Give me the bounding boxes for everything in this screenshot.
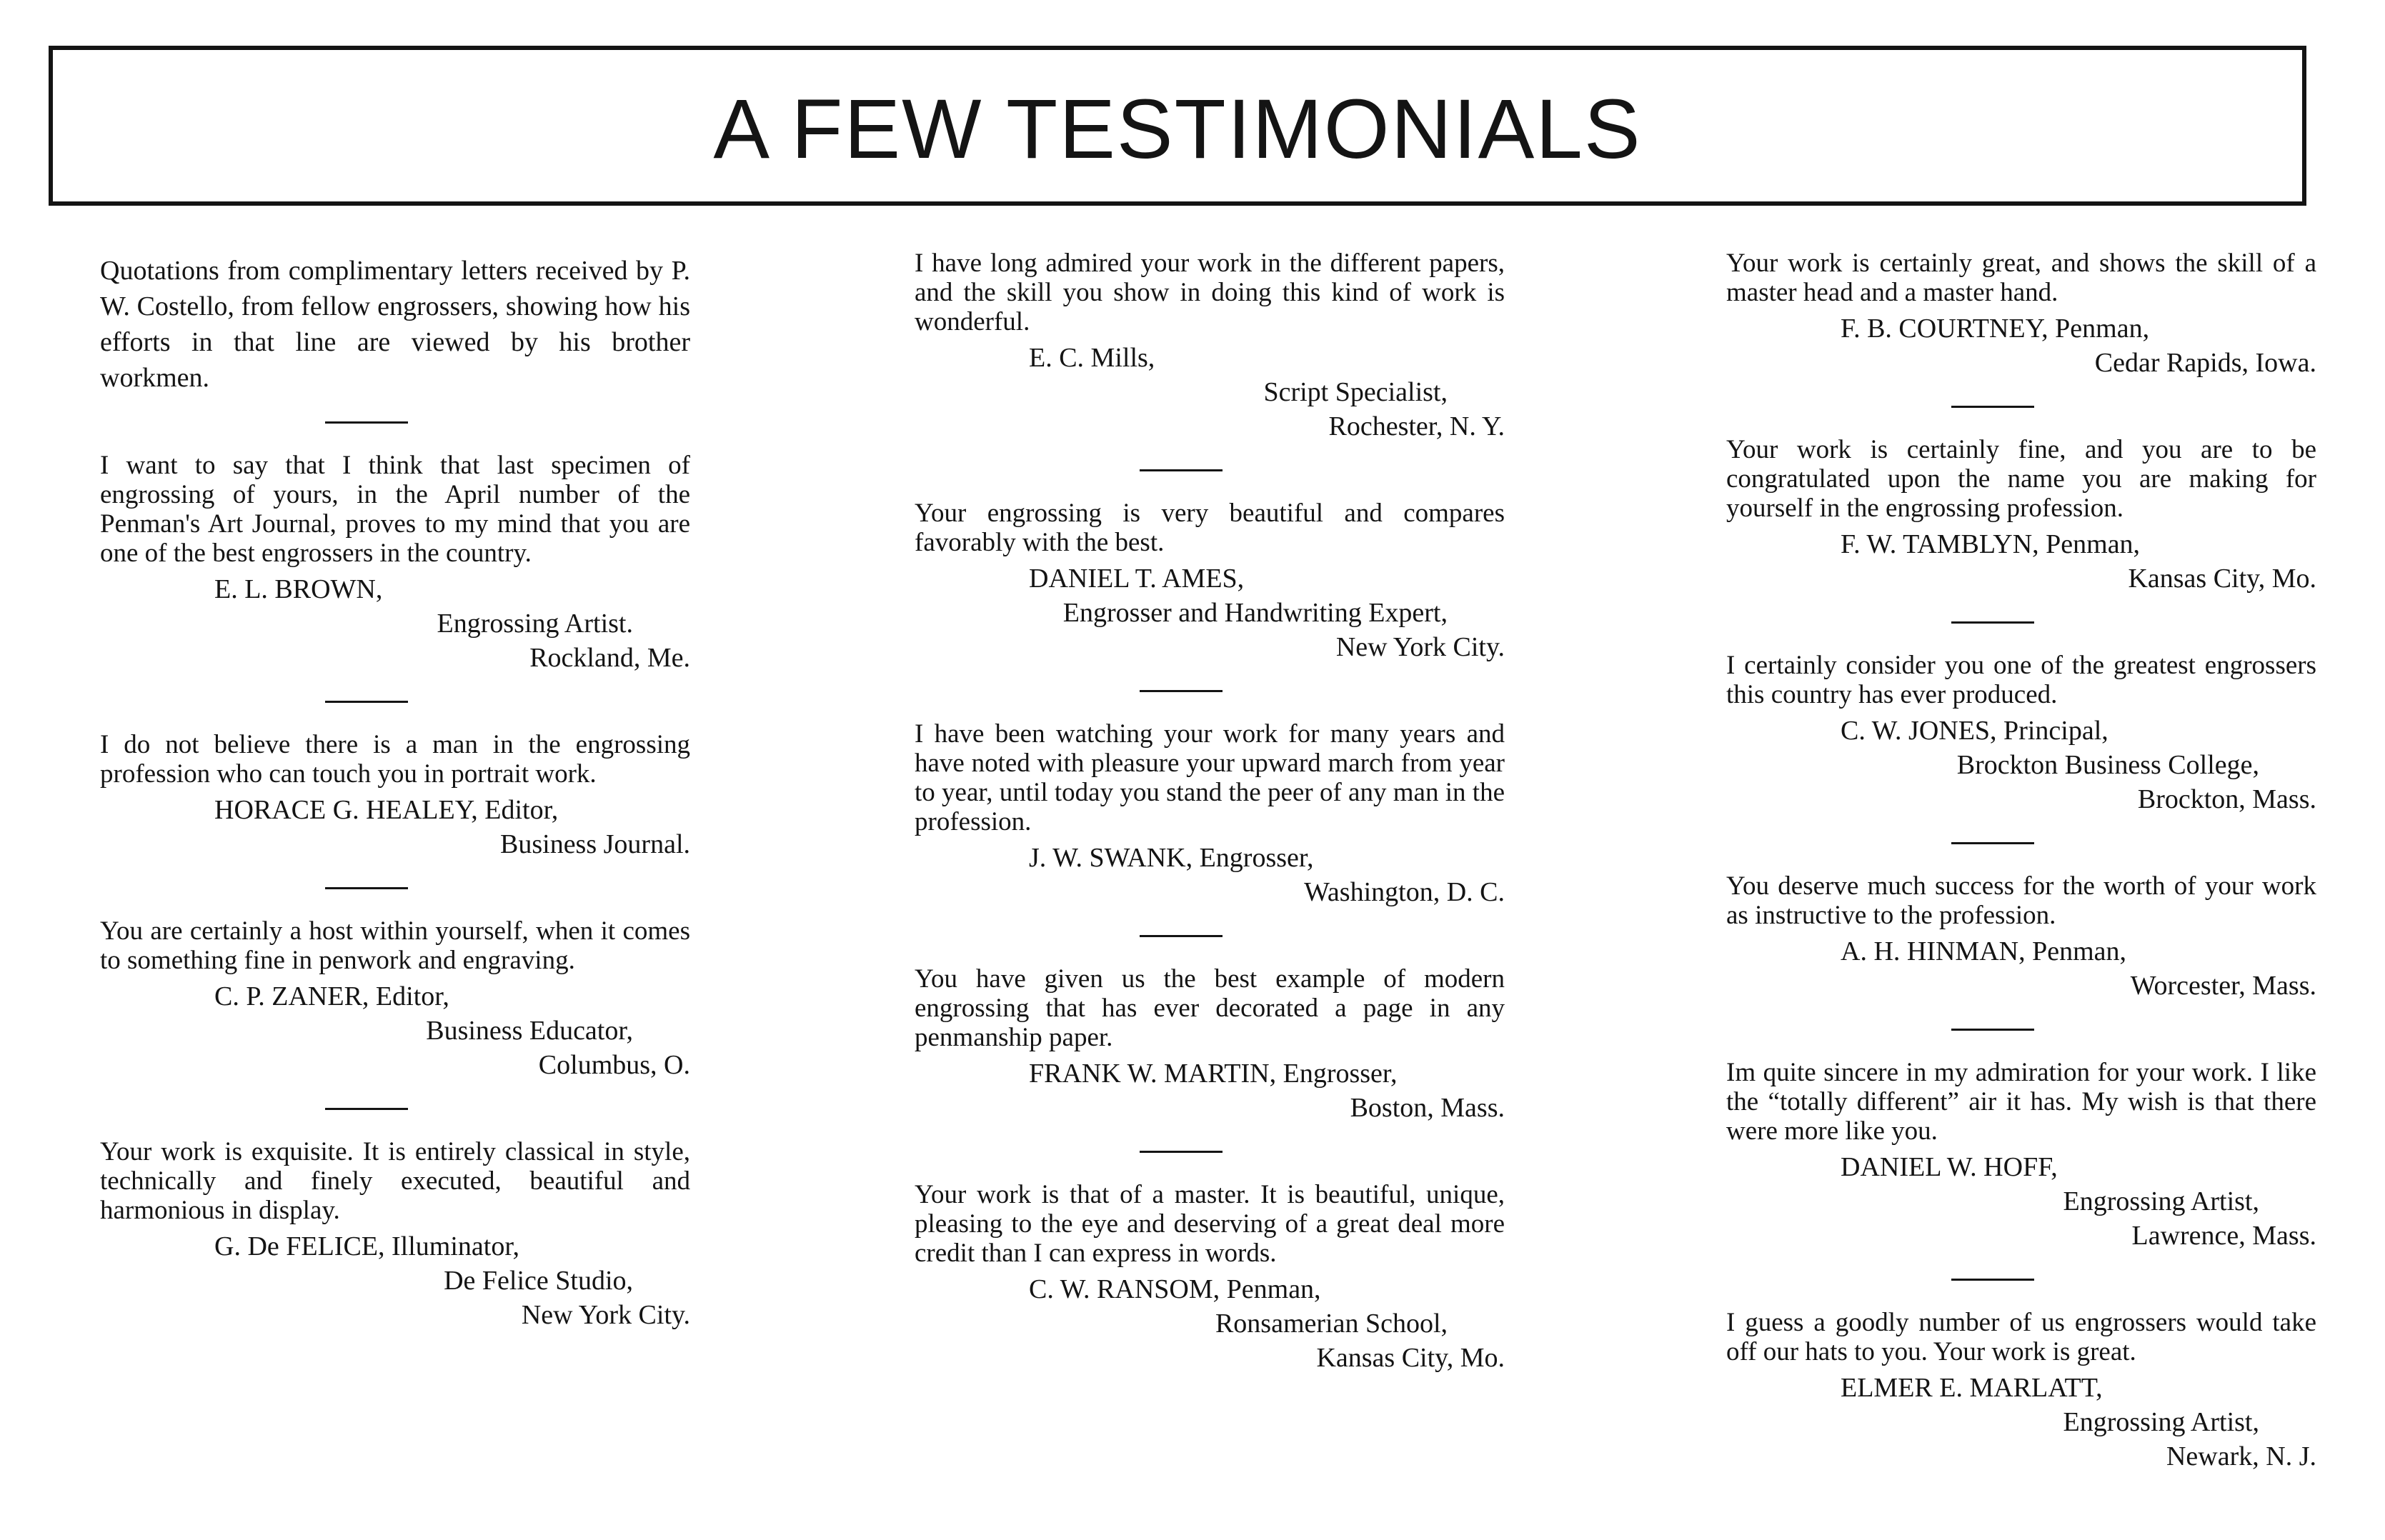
testimonial-quote [43, 730, 690, 789]
divider-rule [1140, 469, 1223, 471]
signatory-detail: Engrossing Artist. [437, 609, 633, 639]
quote-text: You deserve much success for the worth of your work as instructive to the profession. [1726, 871, 2316, 930]
quote-text: Your work is certainly great, and shows the skill of a master head and a master hand. [1726, 249, 2316, 307]
quote-text: Your work is certainly fine, and you are to be congratulated upon the name you are making for yourself in the engrossing profession. [1726, 435, 2316, 523]
divider-rule [325, 887, 408, 889]
divider-rule [1140, 690, 1223, 692]
signatory-name: C. W. JONES, Principal, [1841, 716, 2108, 746]
signatory-name: DANIEL T. AMES, [1029, 564, 1245, 594]
quote-text: I do not believe there is a man in the engrossing profession who can touch you in portrait work. [100, 730, 690, 789]
divider-rule [1951, 842, 2034, 844]
intro-paragraph [43, 253, 690, 396]
signatory-detail: Lawrence, Mass. [2131, 1221, 2316, 1251]
signatory-detail: Rochester, N. Y. [1328, 411, 1505, 441]
testimonial [857, 249, 1505, 444]
divider-rule [1951, 1279, 2034, 1281]
column-1 [43, 249, 690, 1332]
testimonial [43, 916, 690, 1082]
column-3 [1669, 249, 2316, 1474]
signatory-detail: Business Journal. [500, 829, 690, 859]
testimonial-quote [43, 451, 690, 568]
signatory-detail: Newark, N. J. [2166, 1441, 2316, 1471]
intro-text: Quotations from complimentary letters received by P. W. Costello, from fellow engrossers, showing how his efforts in that line are viewed by his brother workmen. [100, 256, 690, 393]
testimonial-quote [1669, 249, 2316, 307]
signatory-detail: Washington, D. C. [1304, 877, 1505, 907]
signatory-name: HORACE G. HEALEY, Editor, [214, 795, 559, 825]
signatory-name: E. L. BROWN, [214, 574, 383, 604]
signatory-name: G. De FELICE, Illuminator, [214, 1231, 519, 1261]
testimonial-quote [1669, 871, 2316, 930]
testimonial [1669, 871, 2316, 1003]
signatory-name: C. W. RANSOM, Penman, [1029, 1274, 1321, 1304]
signatory-detail: Business Educator, [426, 1016, 633, 1046]
signatory-detail: Boston, Mass. [1350, 1093, 1505, 1123]
quote-text: Your work is that of a master. It is beautiful, unique, pleasing to the eye and deserving of a great deal more credit than I can express in words. [915, 1180, 1505, 1268]
quote-text: I have long admired your work in the different papers, and the skill you show in doing this kind of work is wonderful. [915, 249, 1505, 336]
testimonial [857, 499, 1505, 664]
divider-rule [325, 701, 408, 703]
testimonial [43, 730, 690, 861]
signatory-detail: Kansas City, Mo. [2128, 564, 2316, 594]
testimonial [857, 1180, 1505, 1375]
testimonial [1669, 435, 2316, 596]
signatory-detail: New York City. [1335, 632, 1505, 662]
signatory-name: E. C. Mills, [1029, 343, 1155, 373]
page-title: A FEW TESTIMONIALS [713, 82, 1642, 176]
quote-text: I have been watching your work for many years and have noted with pleasure your upward march from year to year, until today you stand the peer of any man in the profession. [915, 719, 1505, 836]
testimonial-quote [857, 719, 1505, 836]
testimonial [43, 451, 690, 675]
quote-text: You have given us the best example of modern engrossing that has ever decorated a page in any penmanship paper. [915, 964, 1505, 1052]
testimonial [857, 964, 1505, 1125]
divider-rule [325, 1108, 408, 1110]
quote-text: Your work is exquisite. It is entirely classical in style, technically and finely executed, beautiful and harmonious in display. [100, 1137, 690, 1225]
signatory-detail: New York City. [521, 1300, 690, 1330]
testimonial [43, 1137, 690, 1332]
divider-rule [1140, 1151, 1223, 1153]
signatory-name: ELMER E. MARLATT, [1841, 1373, 2103, 1403]
signatory-detail: Script Specialist, [1263, 377, 1448, 407]
signatory-detail: Worcester, Mass. [2130, 971, 2316, 1001]
divider-rule [1951, 621, 2034, 624]
quote-text: I certainly consider you one of the greatest engrossers this country has ever produced. [1726, 651, 2316, 709]
divider-rule [1951, 1029, 2034, 1031]
signatory-name: C. P. ZANER, Editor, [214, 981, 449, 1011]
divider-rule [325, 421, 408, 424]
testimonial-quote [1669, 1058, 2316, 1146]
signatory-detail: Engrossing Artist, [2063, 1186, 2259, 1216]
testimonial [1669, 651, 2316, 816]
title-box [49, 46, 2306, 206]
signatory-detail: Brockton, Mass. [2137, 784, 2316, 814]
divider-rule [1140, 935, 1223, 937]
signatory-name: F. W. TAMBLYN, Penman, [1841, 529, 2141, 559]
testimonial [1669, 1058, 2316, 1253]
signatory-name: FRANK W. MARTIN, Engrosser, [1029, 1059, 1398, 1089]
signatory-detail: Kansas City, Mo. [1316, 1343, 1505, 1373]
testimonial-quote [857, 249, 1505, 336]
signatory-detail: Brockton Business College, [1956, 750, 2259, 780]
testimonial-quote [857, 964, 1505, 1052]
quote-text: You are certainly a host within yourself, when it comes to something fine in penwork and engraving. [100, 916, 690, 975]
testimonial-quote [1669, 435, 2316, 523]
signatory-detail: Ronsamerian School, [1215, 1309, 1448, 1339]
signatory-name: J. W. SWANK, Engrosser, [1029, 843, 1314, 873]
testimonial-quote [857, 1180, 1505, 1268]
testimonial-quote [1669, 651, 2316, 709]
testimonial-quote [43, 1137, 690, 1225]
signatory-detail: Cedar Rapids, Iowa. [2094, 348, 2316, 378]
divider-rule [1951, 406, 2034, 408]
testimonial [857, 719, 1505, 909]
signatory-detail: Columbus, O. [538, 1050, 690, 1080]
testimonial [1669, 249, 2316, 380]
signatory-detail: Engrosser and Handwriting Expert, [1062, 598, 1448, 628]
testimonial-quote [857, 499, 1505, 557]
signatory-name: A. H. HINMAN, Penman, [1841, 936, 2127, 966]
testimonial [1669, 1308, 2316, 1474]
testimonial-quote [43, 916, 690, 975]
signatory-detail: Engrossing Artist, [2063, 1407, 2259, 1437]
quote-text: I want to say that I think that last specimen of engrossing of yours, in the April number of the Penman's Art Journal, proves to my mind that you are one of the best engrossers in the country. [100, 451, 690, 568]
signatory-name: DANIEL W. HOFF, [1841, 1152, 2058, 1182]
signatory-detail: Rockland, Me. [529, 643, 690, 673]
quote-text: Your engrossing is very beautiful and compares favorably with the best. [915, 499, 1505, 557]
testimonial-quote [1669, 1308, 2316, 1366]
column-2 [857, 249, 1505, 1375]
quote-text: Im quite sincere in my admiration for your work. I like the “totally different” air it has. My wish is that there were more like you. [1726, 1058, 2316, 1146]
signatory-name: F. B. COURTNEY, Penman, [1841, 314, 2150, 344]
quote-text: I guess a goodly number of us engrossers would take off our hats to you. Your work is great. [1726, 1308, 2316, 1366]
signatory-detail: De Felice Studio, [444, 1266, 633, 1296]
